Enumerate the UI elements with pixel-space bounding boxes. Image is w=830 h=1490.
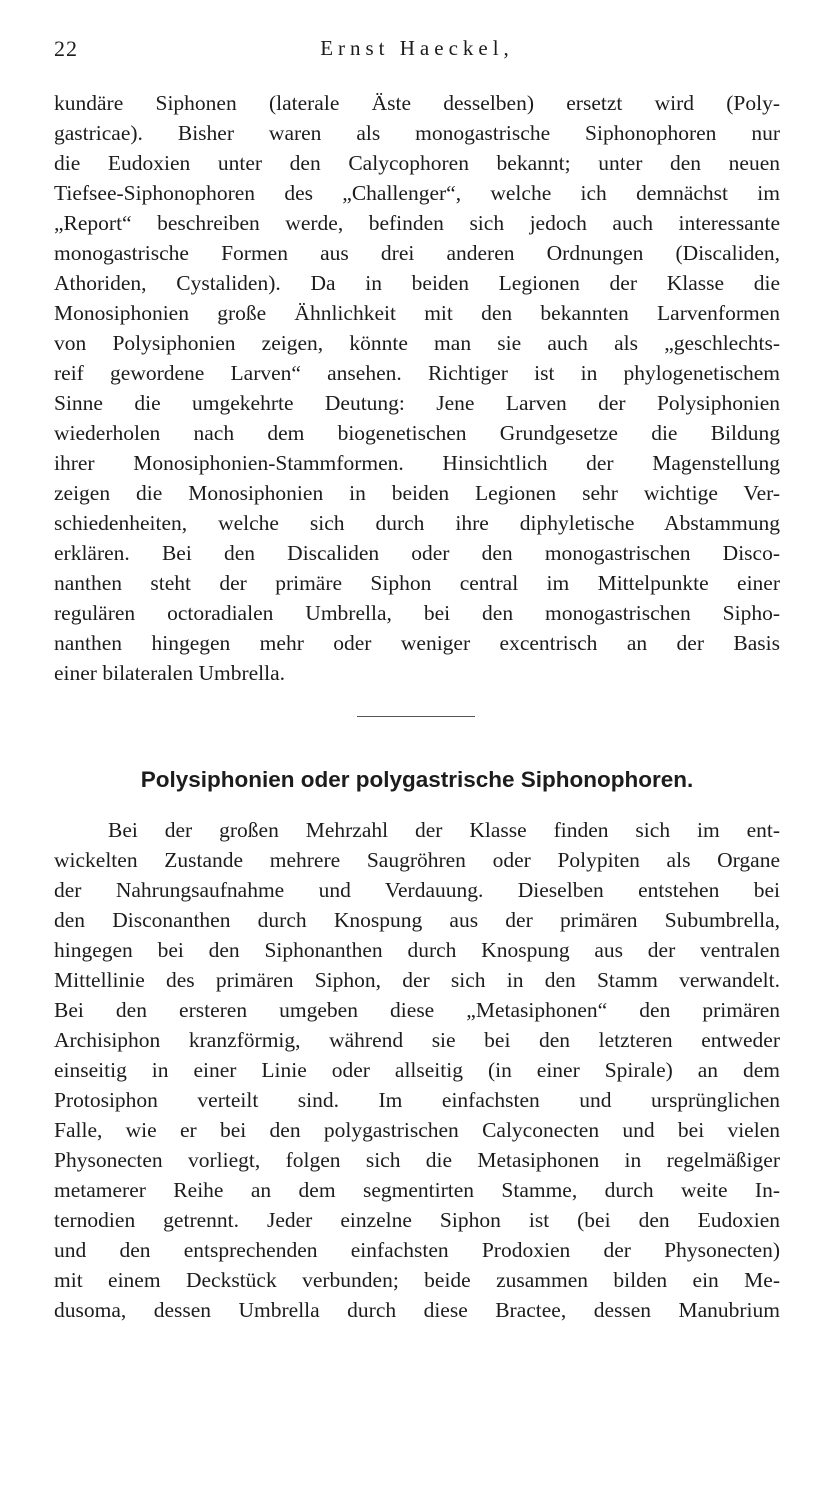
- text-line: Athoriden, Cystaliden). Da in beiden Legionen der Klasse die: [54, 271, 780, 295]
- text-line: wiederholen nach dem biogenetischen Grundgesetze die Bildung: [54, 421, 780, 445]
- text-line: gastricae). Bisher waren als monogastrische Siphonophoren nur: [54, 121, 780, 145]
- text-line: Monosiphonien große Ähnlichkeit mit den bekannten Larvenformen: [54, 301, 780, 325]
- text-line: der Nahrungsaufnahme und Verdauung. Dieselben entstehen bei: [54, 878, 780, 902]
- text-line: „Report“ beschreiben werde, befinden sich jedoch auch interessante: [54, 211, 780, 235]
- text-line: Mittellinie des primären Siphon, der sich in den Stamm verwandelt.: [54, 968, 780, 992]
- text-line: erklären. Bei den Discaliden oder den monogastrischen Disco-: [54, 541, 780, 565]
- text-line: und den entsprechenden einfachsten Prodoxien der Physonecten): [54, 1238, 780, 1262]
- text-line: von Polysiphonien zeigen, könnte man sie auch als „geschlechts-: [54, 331, 780, 355]
- paragraph-monosiphonien: [54, 88, 780, 688]
- text-line: reif gewordene Larven“ ansehen. Richtiger ist in phylogenetischem: [54, 361, 780, 385]
- text-line: wickelten Zustande mehrere Saugröhren oder Polypiten als Organe: [54, 848, 780, 872]
- text-line: hingegen bei den Siphonanthen durch Knospung aus der ventralen: [54, 938, 780, 962]
- running-head-author: Ernst Haeckel,: [320, 36, 514, 60]
- text-line: Archisiphon kranzförmig, während sie bei den letzteren entweder: [54, 1028, 780, 1052]
- text-line: die Eudoxien unter den Calycophoren bekannt; unter den neuen: [54, 151, 780, 175]
- section-divider: [357, 716, 475, 717]
- text-line: Tiefsee-Siphonophoren des „Challenger“, welche ich demnächst im: [54, 181, 780, 205]
- text-line: nanthen hingegen mehr oder weniger excentrisch an der Basis: [54, 631, 780, 655]
- text-line: zeigen die Monosiphonien in beiden Legionen sehr wichtige Ver-: [54, 481, 780, 505]
- paragraph-polysiphonien: [54, 815, 780, 1325]
- section-heading: Polysiphonien oder polygastrische Siphonophoren.: [140, 767, 694, 792]
- text-line: einseitig in einer Linie oder allseitig (in einer Spirale) an dem: [54, 1058, 780, 1082]
- text-line: regulären octoradialen Umbrella, bei den monogastrischen Sipho-: [54, 601, 780, 625]
- text-line: ihrer Monosiphonien-Stammformen. Hinsichtlich der Magenstellung: [54, 451, 780, 475]
- text-line: mit einem Deckstück verbunden; beide zusammen bilden ein Me-: [54, 1268, 780, 1292]
- text-line: metamerer Reihe an dem segmentirten Stamme, durch weite In-: [54, 1178, 780, 1202]
- text-line: einer bilateralen Umbrella.: [54, 661, 286, 685]
- text-line: Protosiphon verteilt sind. Im einfachsten und ursprünglichen: [54, 1088, 780, 1112]
- text-line: Falle, wie er bei den polygastrischen Calyconecten und bei vielen: [54, 1118, 780, 1142]
- text-line: monogastrische Formen aus drei anderen Ordnungen (Discaliden,: [54, 241, 780, 265]
- text-line: Bei den ersteren umgeben diese „Metasiphonen“ den primären: [54, 998, 780, 1022]
- text-line: den Disconanthen durch Knospung aus der primären Subumbrella,: [54, 908, 780, 932]
- text-line: kundäre Siphonen (laterale Äste desselben) ersetzt wird (Poly-: [54, 91, 780, 115]
- text-line: Sinne die umgekehrte Deutung: Jene Larven der Polysiphonien: [54, 391, 780, 415]
- text-line: schiedenheiten, welche sich durch ihre diphyletische Abstammung: [54, 511, 780, 535]
- page-number: 22: [54, 36, 78, 61]
- text-line: dusoma, dessen Umbrella durch diese Bractee, dessen Manubrium: [54, 1298, 780, 1322]
- text-line: nanthen steht der primäre Siphon central im Mittelpunkte einer: [54, 571, 780, 595]
- text-line: ternodien getrennt. Jeder einzelne Siphon ist (bei den Eudoxien: [54, 1208, 780, 1232]
- text-line: Bei der großen Mehrzahl der Klasse finden sich im ent-: [108, 818, 780, 842]
- text-line: Physonecten vorliegt, folgen sich die Metasiphonen in regelmäßiger: [54, 1148, 780, 1172]
- running-head: [54, 36, 780, 70]
